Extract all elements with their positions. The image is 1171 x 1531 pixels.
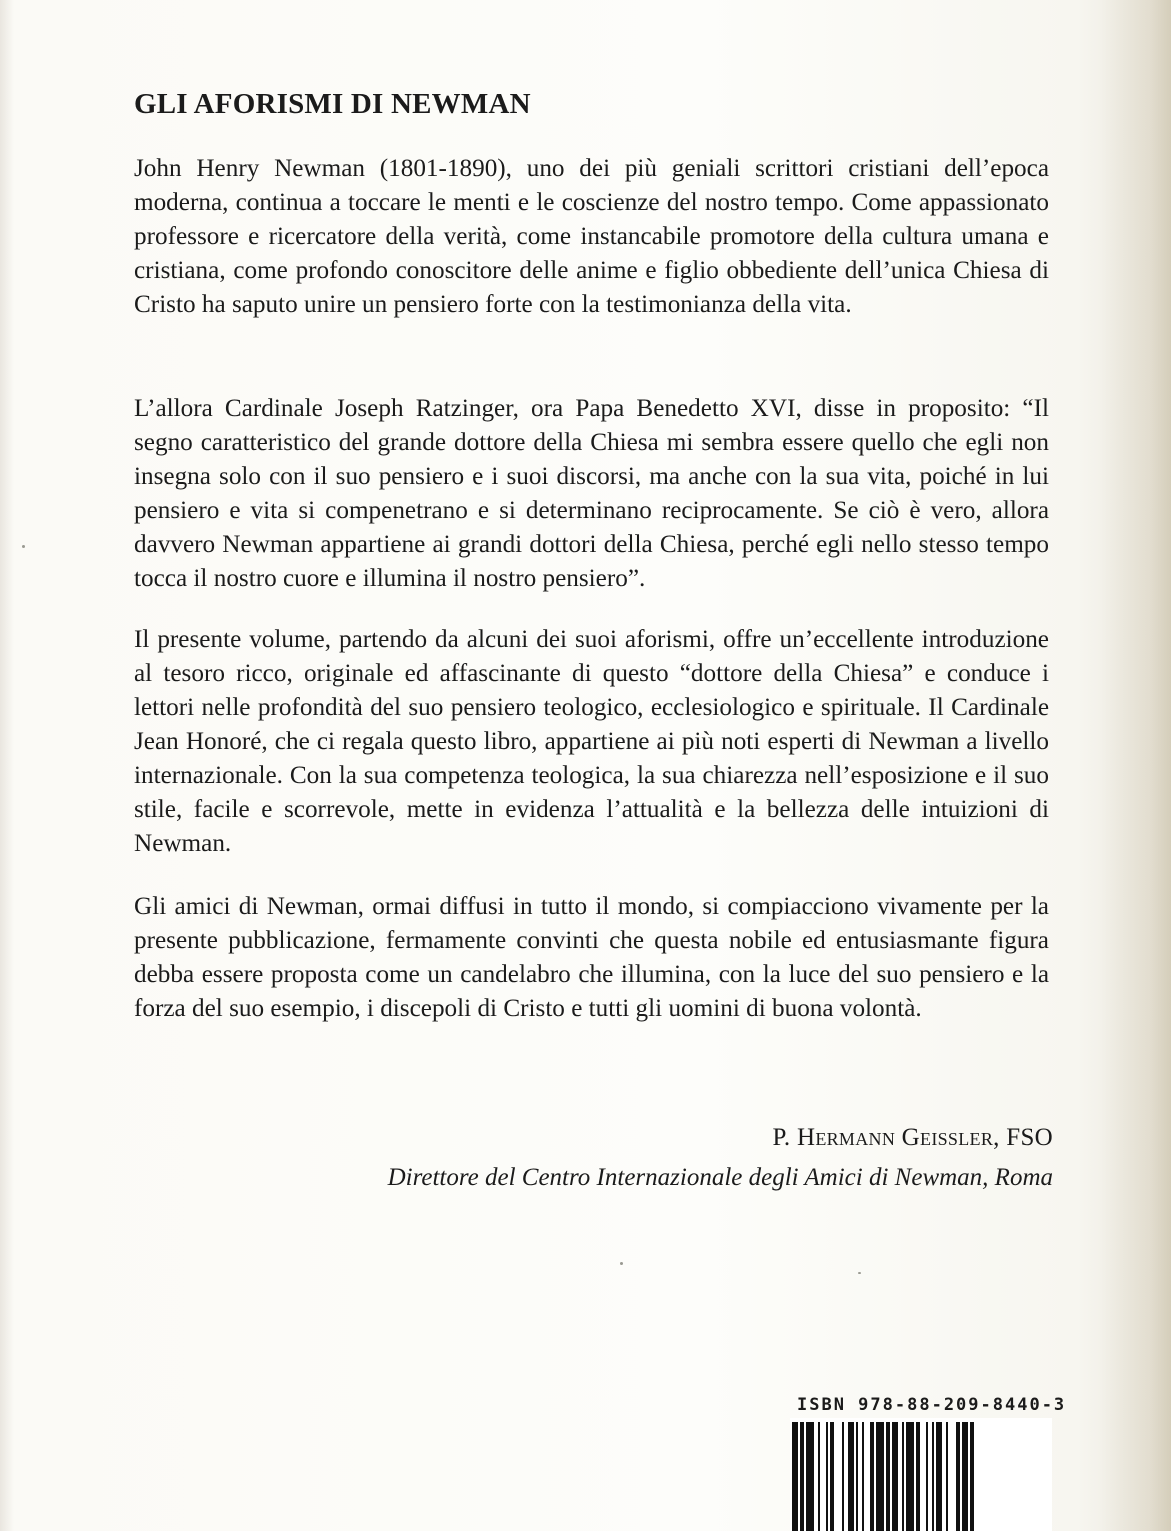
barcode-bar [962,1422,968,1531]
barcode-bar [792,1422,798,1531]
barcode-bar [856,1422,858,1531]
barcode-bar [862,1422,864,1531]
barcode-bar [830,1422,834,1531]
barcode-bar [870,1422,874,1531]
cover-edge-shading [1101,0,1171,1531]
barcode-bar [892,1422,898,1531]
barcode-bar [926,1422,928,1531]
book-title: GLI AFORISMI DI NEWMAN [134,88,531,120]
barcode-bar [946,1422,948,1531]
barcode-bar [906,1422,914,1531]
dust-speck [858,1272,861,1274]
isbn-label: ISBN 978-88-209-8440-3 [797,1395,1067,1415]
paragraph-intro: John Henry Newman (1801-1890), uno dei più geniali scrittori cristiani dell’epoca moderna, continua a toccare le menti e le coscienze del nostro tempo. Come appassionato professore e ricercatore della verità, come instancabile promotore della cultura umana e cristiana, come profondo conoscitore delle anime e figlio obbediente dell’unica Chiesa di Cristo ha saputo unire un pensiero forte con la testimonianza della vita. [134,155,1049,318]
dust-speck [620,1262,623,1265]
barcode-bar [818,1422,820,1531]
barcode-bar [916,1422,920,1531]
dust-speck [22,545,25,548]
barcode-bar [932,1422,934,1531]
barcode-bar [842,1422,844,1531]
barcode-bar [800,1422,804,1531]
barcode-bar [902,1422,904,1531]
signature-name: P. Hermann Geissler, FSO [772,1124,1053,1151]
barcode-icon [790,1418,1052,1531]
barcode-bar [806,1422,814,1531]
barcode-bar [876,1422,884,1531]
barcode-bar [826,1422,828,1531]
barcode-bar [970,1422,974,1531]
barcode-bar [956,1422,960,1531]
barcode-bar [936,1422,942,1531]
signature-role: Direttore del Centro Internazionale degli Amici di Newman, Roma [387,1164,1053,1191]
barcode-bar [848,1422,854,1531]
paragraph-ratzinger-quote: L’allora Cardinale Joseph Ratzinger, ora Papa Benedetto XVI, disse in proposito: “Il segno caratteristico del grande dottore della Chiesa mi sembra essere quello che egli non insegna solo con il suo pensiero e i suoi discorsi, ma anche con la sua vita, poiché in lui pensiero e vita si compenetrano e si determinano reciprocamente. Se ciò è vero, allora davvero Newman appartiene ai grandi dottori della Chiesa, perché egli nello stesso tempo tocca il nostro cuore e illumina il nostro pensiero”. [134,395,1049,592]
paragraph-friends-of-newman: Gli amici di Newman, ormai diffusi in tutto il mondo, si compiacciono vivamente per la presente pubblicazione, fermamente convinti che questa nobile ed entusiasmante figura debba essere proposta come un candelabro che illumina, con la luce del suo pensiero e la forza del suo esempio, i discepoli di Cristo e tutti gli uomini di buona volontà. [134,893,1049,1022]
paragraph-volume-description: Il presente volume, partendo da alcuni dei suoi aforismi, offre un’eccellente introduzione al tesoro ricco, originale ed affascinante di questo “dottore della Chiesa” e conduce i lettori nelle profondità del suo pensiero teologico, ecclesiologico e spirituale. Il Cardinale Jean Honoré, che ci regala questo libro, appartiene ai più noti esperti di Newman a livello internazionale. Con la sua competenza teologica, la sua chiarezza nell’esposizione e il suo stile, facile e scorrevole, mette in evidenza l’attualità e la bellezza delle intuizioni di Newman. [134,626,1049,857]
barcode-bar [886,1422,890,1531]
